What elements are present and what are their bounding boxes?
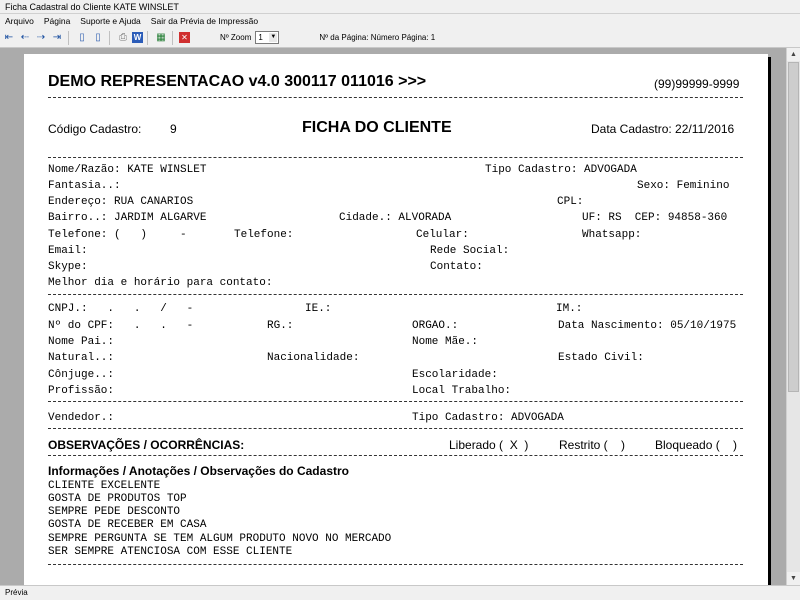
toolbar-separator xyxy=(109,31,110,45)
status-bar xyxy=(0,585,800,600)
page-info: Nº da Página: Número Página: 1 xyxy=(319,33,436,42)
menu-sair-previa[interactable]: Sair da Prévia de Impressão xyxy=(150,16,259,26)
divider xyxy=(48,157,743,158)
last-page-icon[interactable]: ⇥ xyxy=(52,32,62,43)
company-name: DEMO REPRESENTACAO v4.0 300117 011016 >>> xyxy=(48,73,427,90)
field-tipo-cadastro-2: Tipo Cadastro: ADVOGADA xyxy=(412,412,564,424)
two-pages-icon[interactable]: ▯ xyxy=(95,32,101,43)
vertical-scrollbar[interactable] xyxy=(786,48,800,585)
field-nome-pai: Nome Pai.: xyxy=(48,336,115,348)
company-phone: (99)99999-9999 xyxy=(654,77,740,91)
scrollbar-thumb[interactable] xyxy=(788,62,799,392)
menu-arquivo[interactable]: Arquivo xyxy=(5,16,34,26)
toolbar-separator xyxy=(172,31,173,45)
divider xyxy=(48,428,743,429)
field-celular: Celular: xyxy=(416,229,469,241)
note-line: SEMPRE PEDE DESCONTO xyxy=(48,506,181,518)
field-sexo: Sexo: Feminino xyxy=(637,180,730,192)
field-telefone-2: Telefone: xyxy=(234,229,294,241)
next-page-icon[interactable]: ⇢ xyxy=(36,32,46,43)
note-line: GOSTA DE RECEBER EM CASA xyxy=(48,519,207,531)
field-telefone-1: Telefone: ( ) - xyxy=(48,229,187,241)
status-restrito: Restrito ( ) xyxy=(559,438,626,452)
field-fantasia: Fantasia..: xyxy=(48,180,121,192)
field-data-nascimento: Data Nascimento: 05/10/1975 xyxy=(558,320,737,332)
field-profissao: Profissão: xyxy=(48,385,115,397)
report-page xyxy=(24,54,768,585)
menu-pagina[interactable]: Página xyxy=(43,16,71,26)
field-nome-mae: Nome Mãe.: xyxy=(412,336,479,348)
field-uf-cep: UF: RS CEP: 94858-360 xyxy=(582,212,728,224)
zoom-select[interactable] xyxy=(255,31,279,44)
field-orgao: ORGAO.: xyxy=(412,320,459,332)
divider xyxy=(48,97,743,98)
code-value: 9 xyxy=(170,122,177,136)
field-endereco: Endereço: RUA CANARIOS xyxy=(48,196,194,208)
field-bairro: Bairro..: JARDIM ALGARVE xyxy=(48,212,207,224)
window-title-bar xyxy=(0,0,800,14)
close-preview-icon[interactable]: ✕ xyxy=(179,32,190,43)
field-conjuge: Cônjuge..: xyxy=(48,369,115,381)
print-icon[interactable]: ⎙ xyxy=(119,32,127,43)
field-cpl: CPL: xyxy=(557,196,584,208)
field-estado-civil: Estado Civil: xyxy=(558,352,644,364)
field-email: Email: xyxy=(48,245,88,257)
field-local-trabalho: Local Trabalho: xyxy=(412,385,512,397)
note-line: CLIENTE EXCELENTE xyxy=(48,480,161,492)
status-liberado: Liberado ( X ) xyxy=(449,438,529,452)
date-cadastro: Data Cadastro: 22/11/2016 xyxy=(591,122,735,136)
export-word-icon[interactable]: W xyxy=(133,33,142,42)
export-excel-icon[interactable]: ▦ xyxy=(156,32,166,43)
note-line: GOSTA DE PRODUTOS TOP xyxy=(48,493,187,505)
field-cidade: Cidade.: ALVORADA xyxy=(339,212,452,224)
obs-title: OBSERVAÇÕES / OCORRÊNCIAS: xyxy=(48,438,245,452)
single-page-icon[interactable]: ▯ xyxy=(79,32,85,43)
divider xyxy=(48,294,743,295)
window-title: Ficha Cadastral do Cliente KATE WINSLET xyxy=(5,2,179,12)
scroll-up-icon[interactable]: ▲ xyxy=(787,48,800,61)
info-title: Informações / Anotações / Observações do Cadastro xyxy=(48,464,349,478)
note-line: SER SEMPRE ATENCIOSA COM ESSE CLIENTE xyxy=(48,546,293,558)
field-im: IM.: xyxy=(556,303,583,315)
field-skype: Skype: xyxy=(48,261,88,273)
scroll-down-icon[interactable]: ▼ xyxy=(787,572,800,585)
field-melhor-horario: Melhor dia e horário para contato: xyxy=(48,277,273,289)
divider xyxy=(48,564,743,565)
status-text: Prévia xyxy=(5,588,28,597)
field-tipo-cadastro: Tipo Cadastro: ADVOGADA xyxy=(485,164,637,176)
field-whatsapp: Whatsapp: xyxy=(582,229,642,241)
field-nome: Nome/Razão: KATE WINSLET xyxy=(48,164,207,176)
divider xyxy=(48,455,743,456)
toolbar-separator xyxy=(147,31,148,45)
field-cpf: Nº do CPF: . . - xyxy=(48,320,194,332)
field-cnpj: CNPJ.: . . / - xyxy=(48,303,194,315)
chevron-down-icon: ▼ xyxy=(270,34,277,40)
zoom-label: Nº Zoom xyxy=(220,33,252,42)
toolbar-separator xyxy=(68,31,69,45)
field-escolaridade: Escolaridade: xyxy=(412,369,498,381)
toolbar xyxy=(0,28,800,48)
divider xyxy=(48,401,743,402)
first-page-icon[interactable]: ⇤ xyxy=(4,32,14,43)
note-line: SEMPRE PERGUNTA SE TEM ALGUM PRODUTO NOVO NO MERCADO xyxy=(48,533,392,545)
status-bloqueado: Bloqueado ( ) xyxy=(655,438,738,452)
field-ie: IE.: xyxy=(305,303,332,315)
field-vendedor: Vendedor.: xyxy=(48,412,115,424)
field-contato: Contato: xyxy=(430,261,483,273)
menu-suporte-ajuda[interactable]: Suporte e Ajuda xyxy=(80,16,141,26)
preview-viewport xyxy=(0,48,786,585)
zoom-value: 1 xyxy=(258,33,263,42)
previous-page-icon[interactable]: ⇠ xyxy=(20,32,30,43)
report-title: FICHA DO CLIENTE xyxy=(302,119,452,136)
field-rede-social: Rede Social: xyxy=(430,245,510,257)
code-label: Código Cadastro: xyxy=(48,122,142,136)
field-nacionalidade: Nacionalidade: xyxy=(267,352,360,364)
menu-bar xyxy=(0,14,800,28)
field-natural: Natural..: xyxy=(48,352,115,364)
field-rg: RG.: xyxy=(267,320,294,332)
